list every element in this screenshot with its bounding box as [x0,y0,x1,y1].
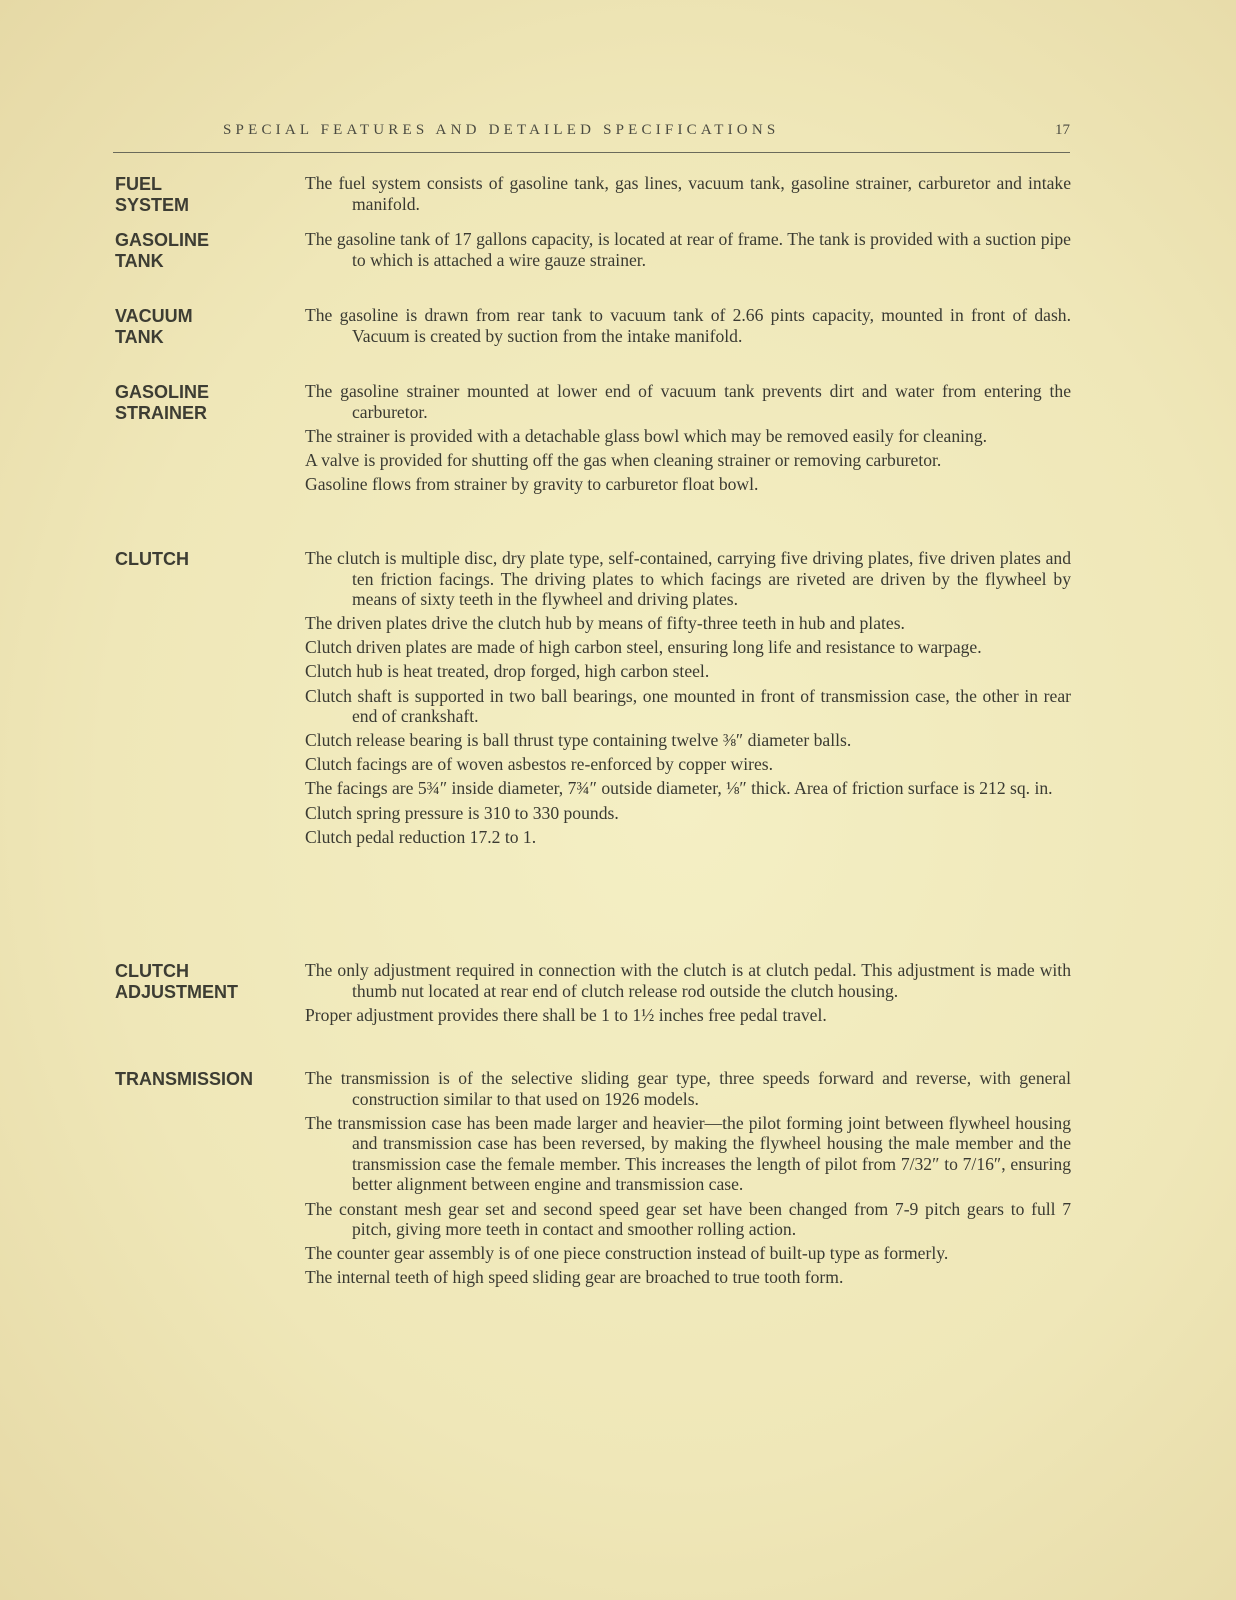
running-header [113,120,1070,153]
paragraph: The transmission case has been made larger and heavier—the pilot forming joint between flywheel housing and transmission case has been reversed, by making the flywheel housing the male member and the transmission case the female member. This increases the length of pilot from 7/32″ to 7/16″, ensuring better alignment between engine and transmission case. [305,1112,1071,1195]
paragraph: The only adjustment required in connection with the clutch is at clutch pedal. This adjustment is made with thumb nut located at rear end of clutch release rod outside the clutch housing. [305,960,1071,1001]
paragraph: Clutch release bearing is ball thrust type containing twelve ⅜″ diameter balls. [305,730,852,751]
paragraph: The strainer is provided with a detachable glass bowl which may be removed easily for cleaning. [305,425,988,446]
section-label: TRANSMISSION [115,1069,254,1089]
paragraph: The transmission is of the selective sliding gear type, three speeds forward and reverse, with general construction similar to that used on 1926 models. [305,1068,1071,1109]
paragraph: The fuel system consists of gasoline tank, gas lines, vacuum tank, gasoline strainer, carburetor and intake manifold. [305,173,1071,214]
paragraph: The constant mesh gear set and second speed gear set have been changed from 7-9 pitch gears to full 7 pitch, giving more teeth in contact and smoother rolling action. [305,1198,1071,1240]
section-label: CLUTCH [115,549,189,569]
paragraph: Clutch spring pressure is 310 to 330 pounds. [305,802,619,823]
paragraph: Clutch hub is heat treated, drop forged, high carbon steel. [305,661,710,682]
section-label: GASOLINE STRAINER [115,382,210,423]
paragraph: The gasoline tank of 17 gallons capacity, is located at rear of frame. The tank is provided with a suction pipe to which is attached a wire gauze strainer. [305,229,1071,270]
paragraph: Clutch pedal reduction 17.2 to 1. [305,826,537,847]
section-label: GASOLINE TANK [115,230,210,271]
paragraph: The clutch is multiple disc, dry plate type, self-contained, carrying five driving plates, five driven plates and ten friction facings. The driving plates to which facings are riveted are driven by the flywheel by means of sixty teeth in the flywheel and driving plates. [305,548,1071,610]
paragraph: The facings are 5¾″ inside diameter, 7¾″ outside diameter, ⅛″ thick. Area of friction surface is 212 sq. in. [305,778,1053,799]
paragraph: Gasoline flows from strainer by gravity to carburetor float bowl. [305,473,759,494]
paragraph: The driven plates drive the clutch hub by means of fifty-three teeth in hub and plates. [305,613,905,634]
paragraph: Proper adjustment provides there shall be 1 to 1½ inches free pedal travel. [305,1004,827,1025]
section-label: VACUUM TANK [115,306,193,347]
section-label: CLUTCH ADJUSTMENT [115,961,239,1002]
paragraph: Clutch facings are of woven asbestos re-enforced by copper wires. [305,754,774,775]
section-label: FUEL SYSTEM [115,174,190,215]
header-title: SPECIAL FEATURES AND DETAILED SPECIFICATIONS [223,122,780,138]
paragraph: Clutch driven plates are made of high carbon steel, ensuring long life and resistance to warpage. [305,637,982,658]
page-number: 17 [1055,122,1070,138]
paragraph: The gasoline is drawn from rear tank to vacuum tank of 2.66 pints capacity, mounted in front of dash. Vacuum is created by suction from the intake manifold. [305,305,1071,346]
paragraph: A valve is provided for shutting off the gas when cleaning strainer or removing carburetor. [305,449,942,470]
paragraph: The counter gear assembly is of one piece construction instead of built-up type as formerly. [305,1243,949,1264]
paragraph: The internal teeth of high speed sliding gear are broached to true tooth form. [305,1267,844,1288]
paragraph: Clutch shaft is supported in two ball bearings, one mounted in front of transmission case, the other in rear end of crankshaft. [305,685,1071,727]
paragraph: The gasoline strainer mounted at lower end of vacuum tank prevents dirt and water from entering the carburetor. [305,381,1071,422]
